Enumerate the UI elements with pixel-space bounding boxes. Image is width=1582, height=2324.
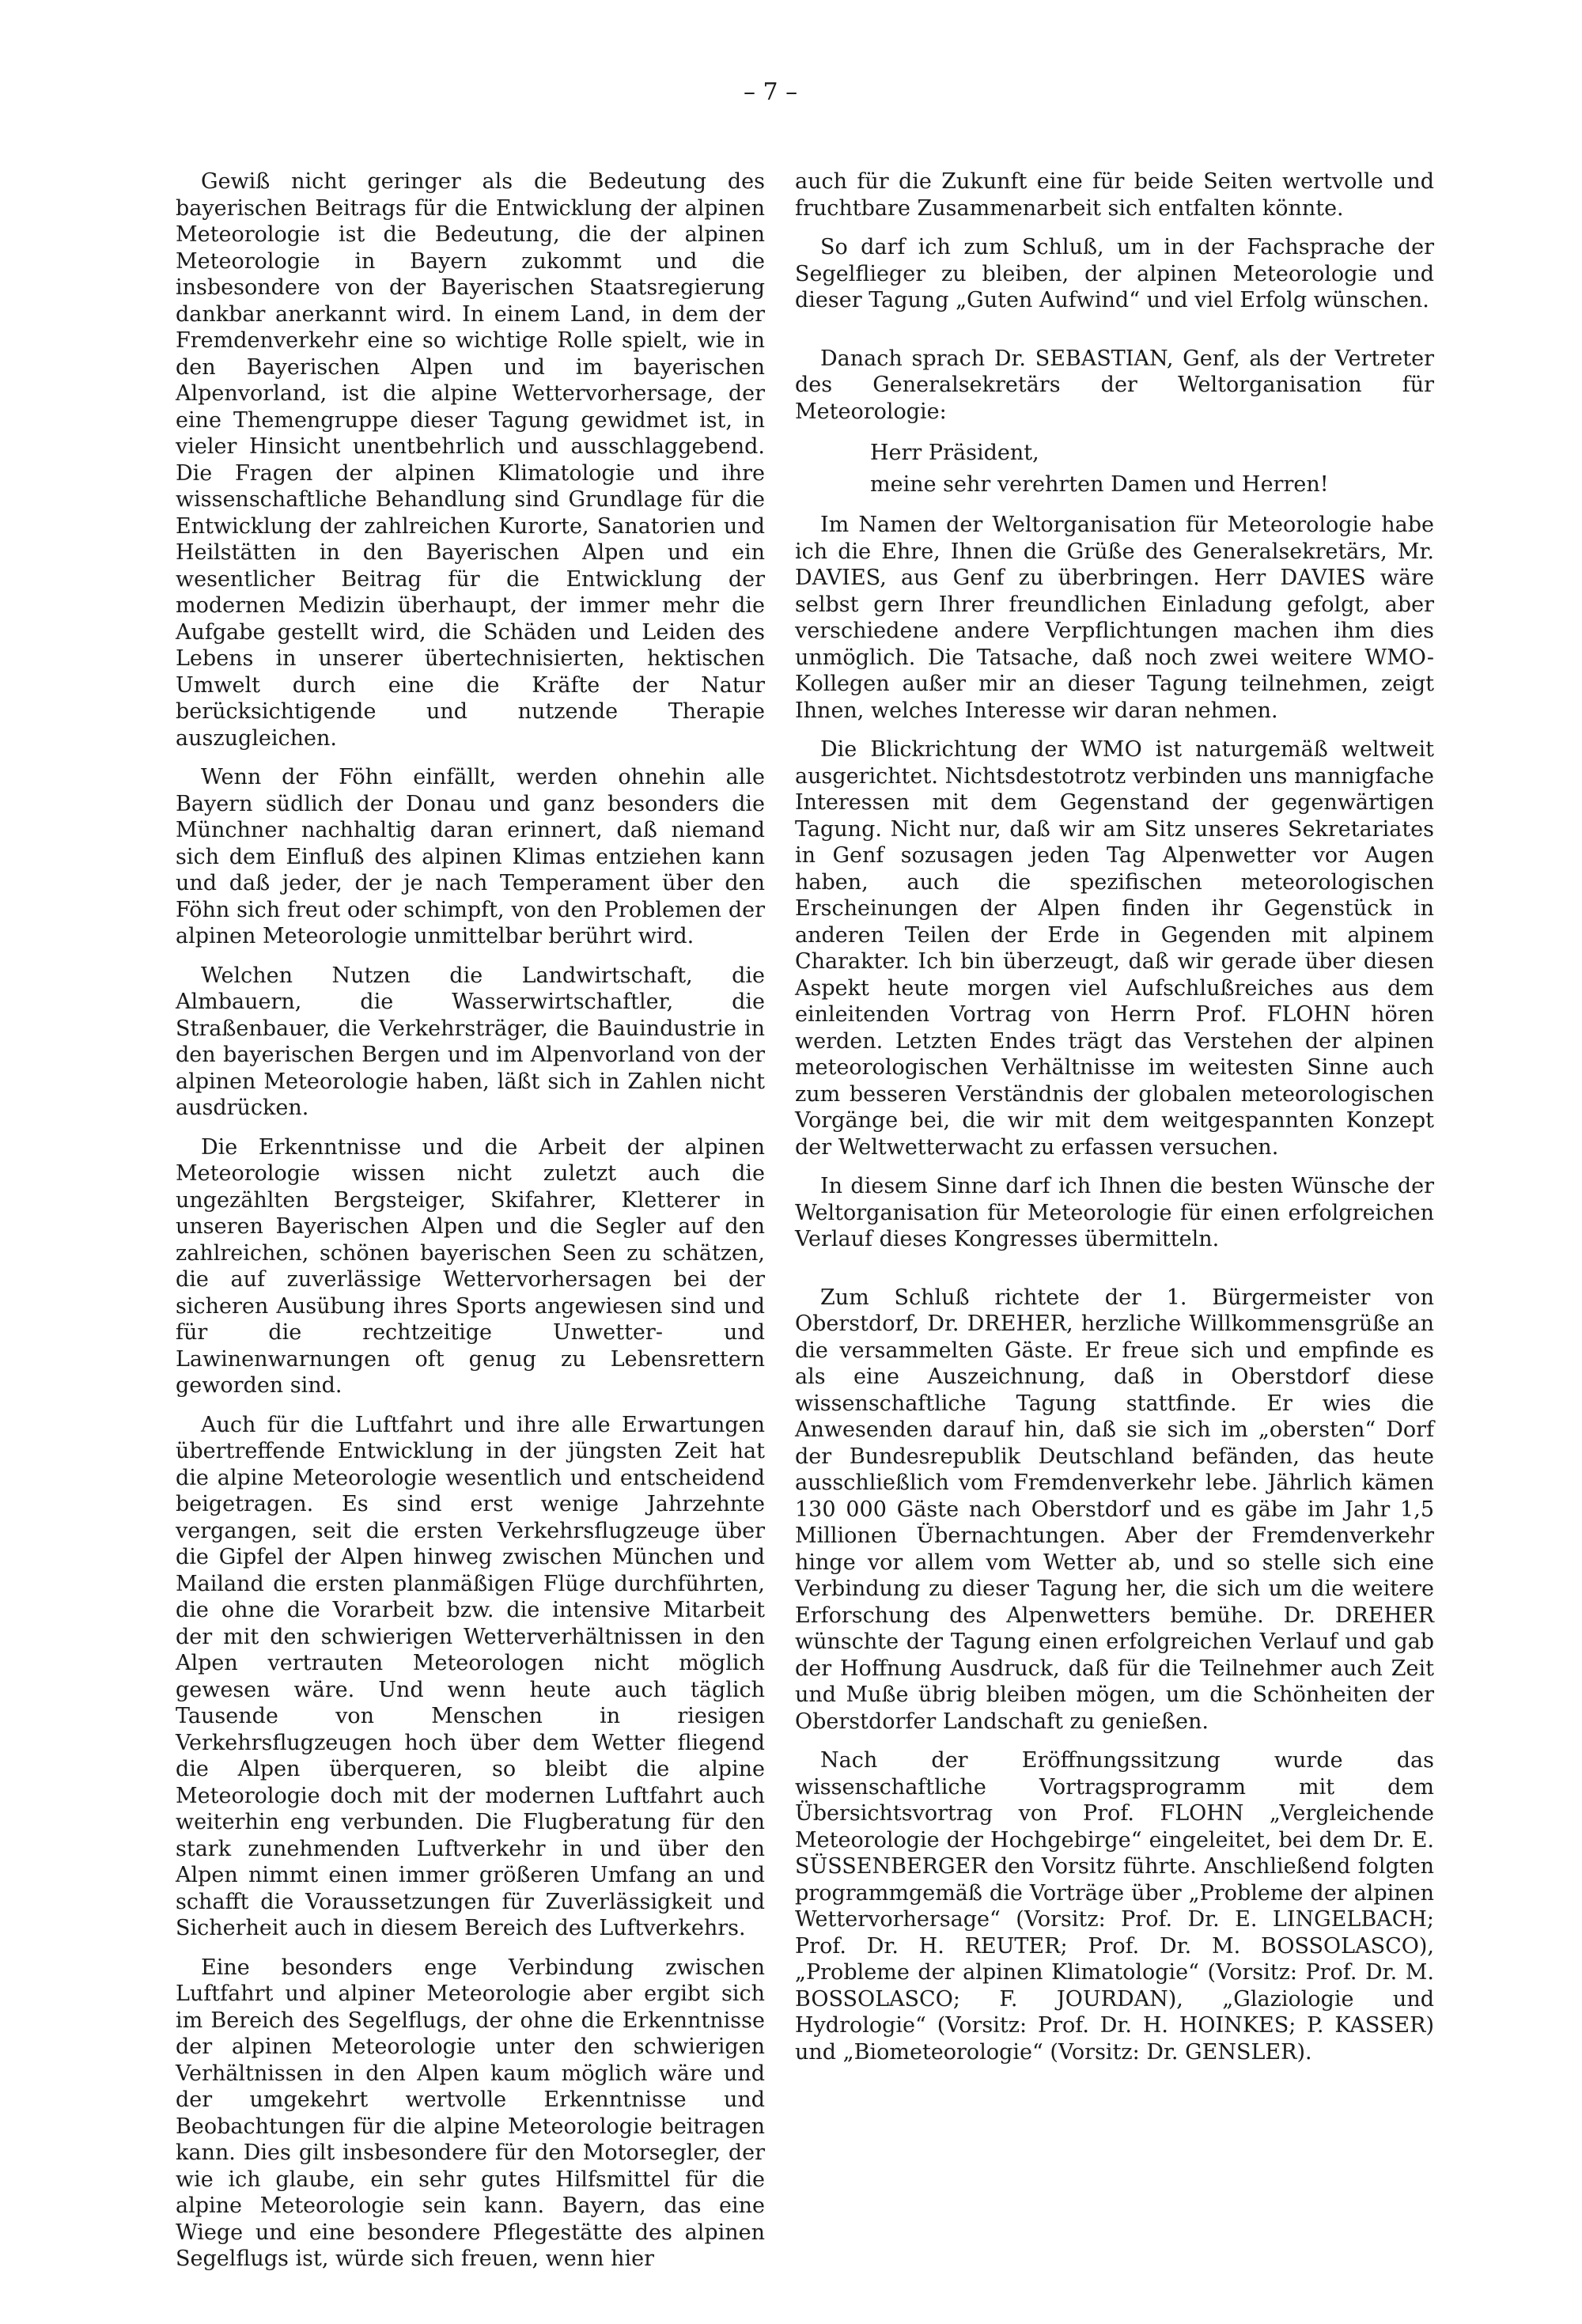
- paragraph: So darf ich zum Schluß, um in der Fachsprache der Segelflieger zu bleiben, der alpinen Meteorologie und dieser Tagung „Guten Aufwind“ und viel Erfolg wünschen.: [795, 235, 1434, 312]
- paragraph: Auch für die Luftfahrt und ihre alle Erwartungen übertreffende Entwicklung in der jüngsten Zeit hat die alpine Meteorologie wesentlich und entscheidend beigetragen. Es sind erst wenige Jahrzehnte vergangen, seit die ersten Verkehrsflugzeuge über die Gipfel der Alpen hinweg zwischen München und Mailand die ersten planmäßigen Flüge durchführten, die ohne die Vorarbeit bzw. die intensive Mitarbeit der mit den schwierigen Wetterverhältnissen in den Alpen vertrauten Meteorologen nicht möglich gewesen wäre. Und wenn heute auch täglich Tausende von Menschen in riesigen Verkehrsflugzeugen hoch über dem Wetter fliegend die Alpen überqueren, so bleibt die alpine Meteorologie doch mit der modernen Luftfahrt auch weiterhin eng verbunden. Die Flugberatung für den stark zunehmenden Luftverkehr in und über den Alpen nimmt einen immer größeren Umfang an und schafft die Voraussetzungen für Zuverlässigkeit und Sicherheit auch in diesem Bereich des Luftverkehrs.: [176, 1412, 765, 1940]
- paragraph: Zum Schluß richtete der 1. Bürgermeister von Oberstdorf, Dr. DREHER, herzliche Willkommensgrüße an die versammelten Gäste. Er freue sich und empfinde es als eine Auszeichnung, daß in Oberstdorf diese wissenschaftliche Tagung stattfinde. Er wies die Anwesenden darauf hin, daß sie sich im „obersten“ Dorf der Bundesrepublik Deutschland befänden, das heute ausschließlich vom Fremdenverkehr lebe. Jährlich kämen 130 000 Gäste nach Oberstdorf und es gäbe im Jahr 1,5 Millionen Übernachtungen. Aber der Fremdenverkehr hinge vor allem vom Wetter ab, und so stelle sich eine Verbindung zu dieser Tagung her, die sich um die weitere Erforschung des Alpenwetters bemühe. Dr. DREHER wünschte der Tagung einen erfolgreichen Verlauf und gab der Hoffnung Ausdruck, daß für die Teilnehmer auch Zeit und Muße übrig bleiben mögen, um die Schönheiten der Oberstdorfer Landschaft zu genießen.: [795, 1285, 1434, 1734]
- paragraph: Gewiß nicht geringer als die Bedeutung des bayerischen Beitrags für die Entwicklung der alpinen Meteorologie ist die Bedeutung, die der alpinen Meteorologie in Bayern zukommt und die insbesondere von der Bayerischen Staatsregierung dankbar anerkannt wird. In einem Land, in dem der Fremdenverkehr eine so wichtige Rolle spielt, wie in den Bayerischen Alpen und im bayerischen Alpenvorland, ist die alpine Wettervorhersage, der eine Themengruppe dieser Tagung gewidmet ist, in vieler Hinsicht unentbehrlich und ausschlaggebend. Die Fragen der alpinen Klimatologie und ihre wissenschaftliche Behandlung sind Grundlage für die Entwicklung der zahlreichen Kurorte, Sanatorien und Heilstätten in den Bayerischen Alpen und ein wesentlicher Beitrag für die Entwicklung der modernen Medizin überhaupt, der immer mehr die Aufgabe gestellt wird, die Schäden und Leiden des Lebens in unserer übertechnisierten, hektischen Umwelt durch eine die Kräfte der Natur berücksichtigende und nutzende Therapie auszugleichen.: [176, 169, 765, 751]
- paragraph: Wenn der Föhn einfällt, werden ohnehin alle Bayern südlich der Donau und ganz besonders die Münchner nachhaltig daran erinnert, daß niemand sich dem Einfluß des alpinen Klimas entziehen kann und daß jeder, der je nach Temperament über den Föhn sich freut oder schimpft, von den Problemen der alpinen Meteorologie unmittelbar berührt wird.: [176, 765, 765, 948]
- salutation-line: Herr Präsident,: [870, 441, 1039, 465]
- paragraph: Welchen Nutzen die Landwirtschaft, die Almbauern, die Wasserwirtschaftler, die Straßenbauer, die Verkehrsträger, die Bauindustrie in den bayerischen Bergen und im Alpenvorland von der alpinen Meteorologie haben, läßt sich in Zahlen nicht ausdrücken.: [176, 963, 765, 1120]
- paragraph: Danach sprach Dr. SEBASTIAN, Genf, als der Vertreter des Generalsekretärs der Weltorganisation für Meteorologie:: [795, 346, 1434, 424]
- salutation: [870, 437, 1434, 501]
- paragraph: Nach der Eröffnungssitzung wurde das wissenschaftliche Vortragsprogramm mit dem Übersichtsvortrag von Prof. FLOHN „Vergleichende Meteorologie der Hochgebirge“ eingeleitet, bei dem Dr. E. SÜSSENBERGER den Vorsitz führte. Anschließend folgten programmgemäß die Vorträge über „Probleme der alpinen Wettervorhersage“ (Vorsitz: Prof. Dr. E. LINGELBACH; Prof. Dr. H. REUTER; Prof. Dr. M. BOSSOLASCO), „Probleme der alpinen Klimatologie“ (Vorsitz: Prof. Dr. M. BOSSOLASCO; F. JOURDAN), „Glaziologie und Hydrologie“ (Vorsitz: Prof. Dr. H. HOINKES; P. KASSER) und „Biometeorologie“ (Vorsitz: Dr. GENSLER).: [795, 1748, 1434, 2065]
- salutation-line: meine sehr verehrten Damen und Herren!: [870, 472, 1329, 497]
- paragraph: Im Namen der Weltorganisation für Meteorologie habe ich die Ehre, Ihnen die Grüße des Generalsekretärs, Mr. DAVIES, aus Genf zu überbringen. Herr DAVIES wäre selbst gern Ihrer freundlichen Einladung gefolgt, aber verschiedene andere Verpflichtungen machen ihm dies unmöglich. Die Tatsache, daß noch zwei weitere WMO-Kollegen außer mir an dieser Tagung teilnehmen, zeigt Ihnen, welches Interesse wir daran nehmen.: [795, 513, 1434, 723]
- left-column: [176, 168, 765, 2285]
- page-number: – 7 –: [744, 78, 798, 106]
- paragraph: Die Erkenntnisse und die Arbeit der alpinen Meteorologie wissen nicht zuletzt auch die ungezählten Bergsteiger, Skifahrer, Kletterer in unseren Bayerischen Alpen und die Segler auf den zahlreichen, schönen bayerischen Seen zu schätzen, die auf zuverlässige Wettervorhersagen bei der sicheren Ausübung ihres Sports angewiesen sind und für die rechtzeitige Unwetter- und Lawinenwarnungen oft genug zu Lebensrettern geworden sind.: [176, 1134, 765, 1398]
- paragraph: In diesem Sinne darf ich Ihnen die besten Wünsche der Weltorganisation für Meteorologie für einen erfolgreichen Verlauf dieses Kongresses übermitteln.: [795, 1174, 1434, 1251]
- paragraph: auch für die Zukunft eine für beide Seiten wertvolle und fruchtbare Zusammenarbeit sich entfalten könnte.: [795, 169, 1434, 221]
- paragraph: Die Blickrichtung der WMO ist naturgemäß weltweit ausgerichtet. Nichtsdestotrotz verbinden uns mannigfache Interessen mit dem Gegenstand der gegenwärtigen Tagung. Nicht nur, daß wir am Sitz unseres Sekretariates in Genf sozusagen jeden Tag Alpenwetter vor Augen haben, auch die spezifischen meteorologischen Erscheinungen der Alpen finden ihr Gegenstück in anderen Teilen der Erde in Gegenden mit alpinem Charakter. Ich bin überzeugt, daß wir gerade über diesen Aspekt heute morgen viel Aufschlußreiches aus dem einleitenden Vortrag von Herrn Prof. FLOHN hören werden. Letzten Endes trägt das Verstehen der alpinen meteorologischen Verhältnisse im weitesten Sinne auch zum besseren Verständnis der globalen meteorologischen Vorgänge bei, die wir mit dem weitgespannten Konzept der Weltwetterwacht zu erfassen versuchen.: [795, 737, 1434, 1160]
- paragraph: Eine besonders enge Verbindung zwischen Luftfahrt und alpiner Meteorologie aber ergibt sich im Bereich des Segelflugs, der ohne die Erkenntnisse der alpinen Meteorologie unter den schwierigen Verhältnissen in den Alpen kaum möglich wäre und der umgekehrt wertvolle Erkenntnisse und Beobachtungen für die alpine Meteorologie beitragen kann. Dies gilt insbesondere für den Motorsegler, der wie ich glaube, ein sehr gutes Hilfsmittel für die alpine Meteorologie sein kann. Bayern, das eine Wiege und eine besondere Pflegestätte des alpinen Segelflugs ist, würde sich freuen, wenn hier: [176, 1955, 765, 2271]
- right-column: [795, 168, 1434, 2078]
